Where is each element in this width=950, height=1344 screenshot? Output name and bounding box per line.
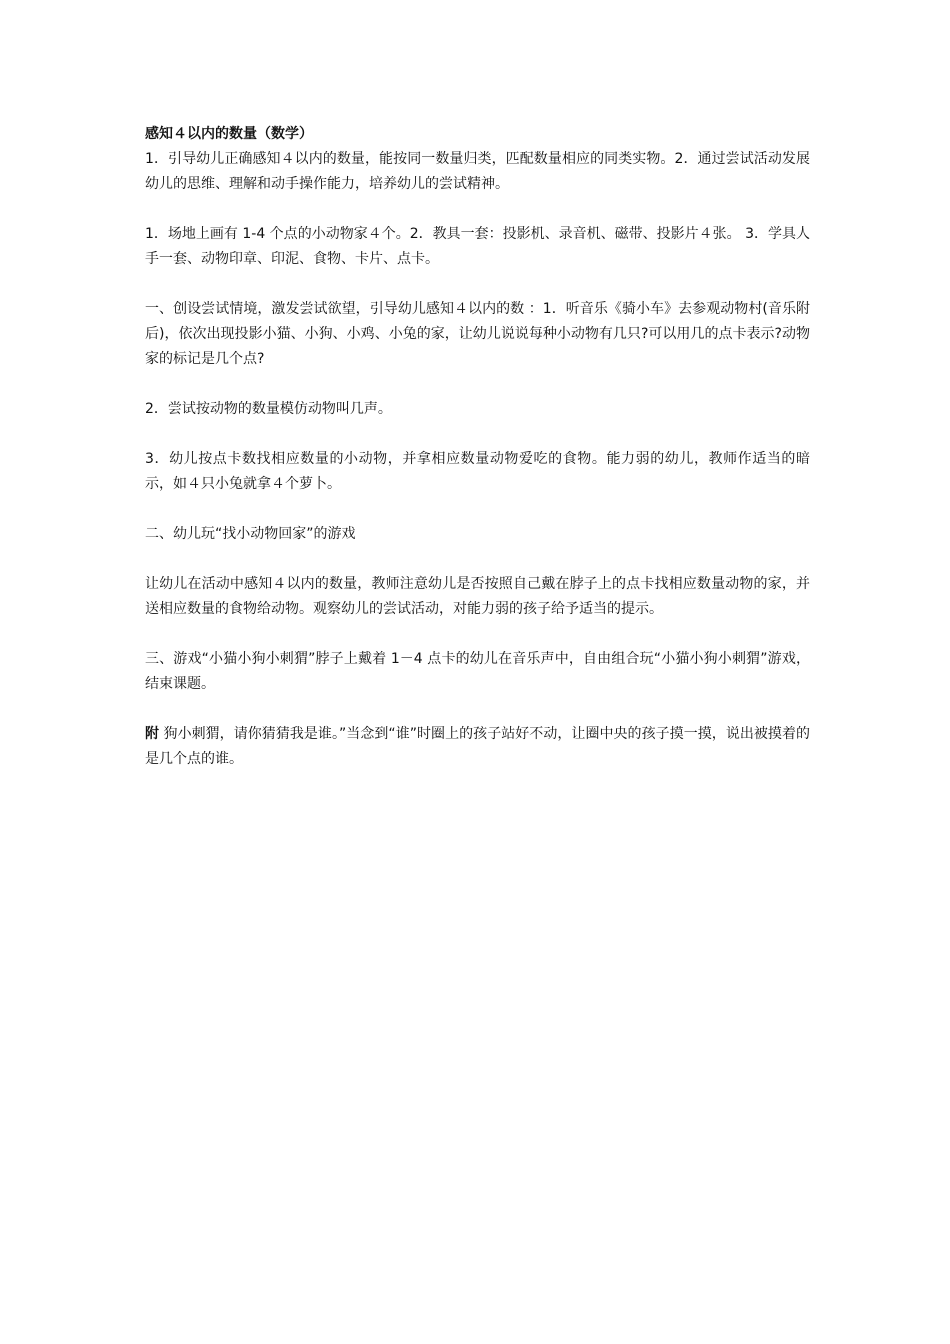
step1-3-paragraph: 3．幼儿按点卡数找相应数量的小动物，并拿相应数量动物爱吃的食物。能力弱的幼儿，教师作适当的暗示，如４只小兔就拿４个萝卜。	[145, 451, 810, 492]
step1-2-paragraph: 2．尝试按动物的数量模仿动物叫几声。	[145, 401, 392, 417]
step2-heading: 二、幼儿玩“找小动物回家”的游戏	[145, 526, 356, 542]
step1-paragraph: 一、创设尝试情境，激发尝试欲望，引导幼儿感知４以内的数 ：1．听音乐《骑小车》去参观动物村(音乐附后)，依次出现投影小猫、小狗、小鸡、小兔的家，让幼儿说说每种小动物有几只?可以用几的点卡表示?动物家的标记是几个点?	[145, 301, 810, 367]
document-title: 感知４以内的数量（数学）	[145, 126, 313, 142]
goals-paragraph: 1．引导幼儿正确感知４以内的数量，能按同一数量归类，匹配数量相应的同类实物。2．通过尝试活动发展幼儿的思维、理解和动手操作能力，培养幼儿的尝试精神。	[145, 151, 810, 192]
step3-paragraph: 三、游戏“小猫小狗小刺猬”脖子上戴着 1－4 点卡的幼儿在音乐声中，自由组合玩“小猫小狗小刺猬”游戏，结束课题。	[145, 651, 810, 692]
step2-paragraph: 让幼儿在活动中感知４以内的数量，教师注意幼儿是否按照自己戴在脖子上的点卡找相应数量动物的家，并送相应数量的食物给动物。观察幼儿的尝试活动，对能力弱的孩子给予适当的提示。	[145, 576, 810, 617]
preparation-paragraph: 1．场地上画有 1-4 个点的小动物家４个。2．教具一套：投影机、录音机、磁带、投影片４张。 3．学具人手一套、动物印章、印泥、食物、卡片、点卡。	[145, 226, 810, 267]
appendix-body: 狗小刺猬，请你猜猜我是谁。”当念到“谁”时圈上的孩子站好不动，让圈中央的孩子摸一摸，说出被摸着的是几个点的谁。	[145, 726, 810, 767]
document-page	[145, 122, 810, 772]
appendix-lead: 附	[145, 726, 160, 742]
appendix-paragraph	[145, 722, 810, 772]
